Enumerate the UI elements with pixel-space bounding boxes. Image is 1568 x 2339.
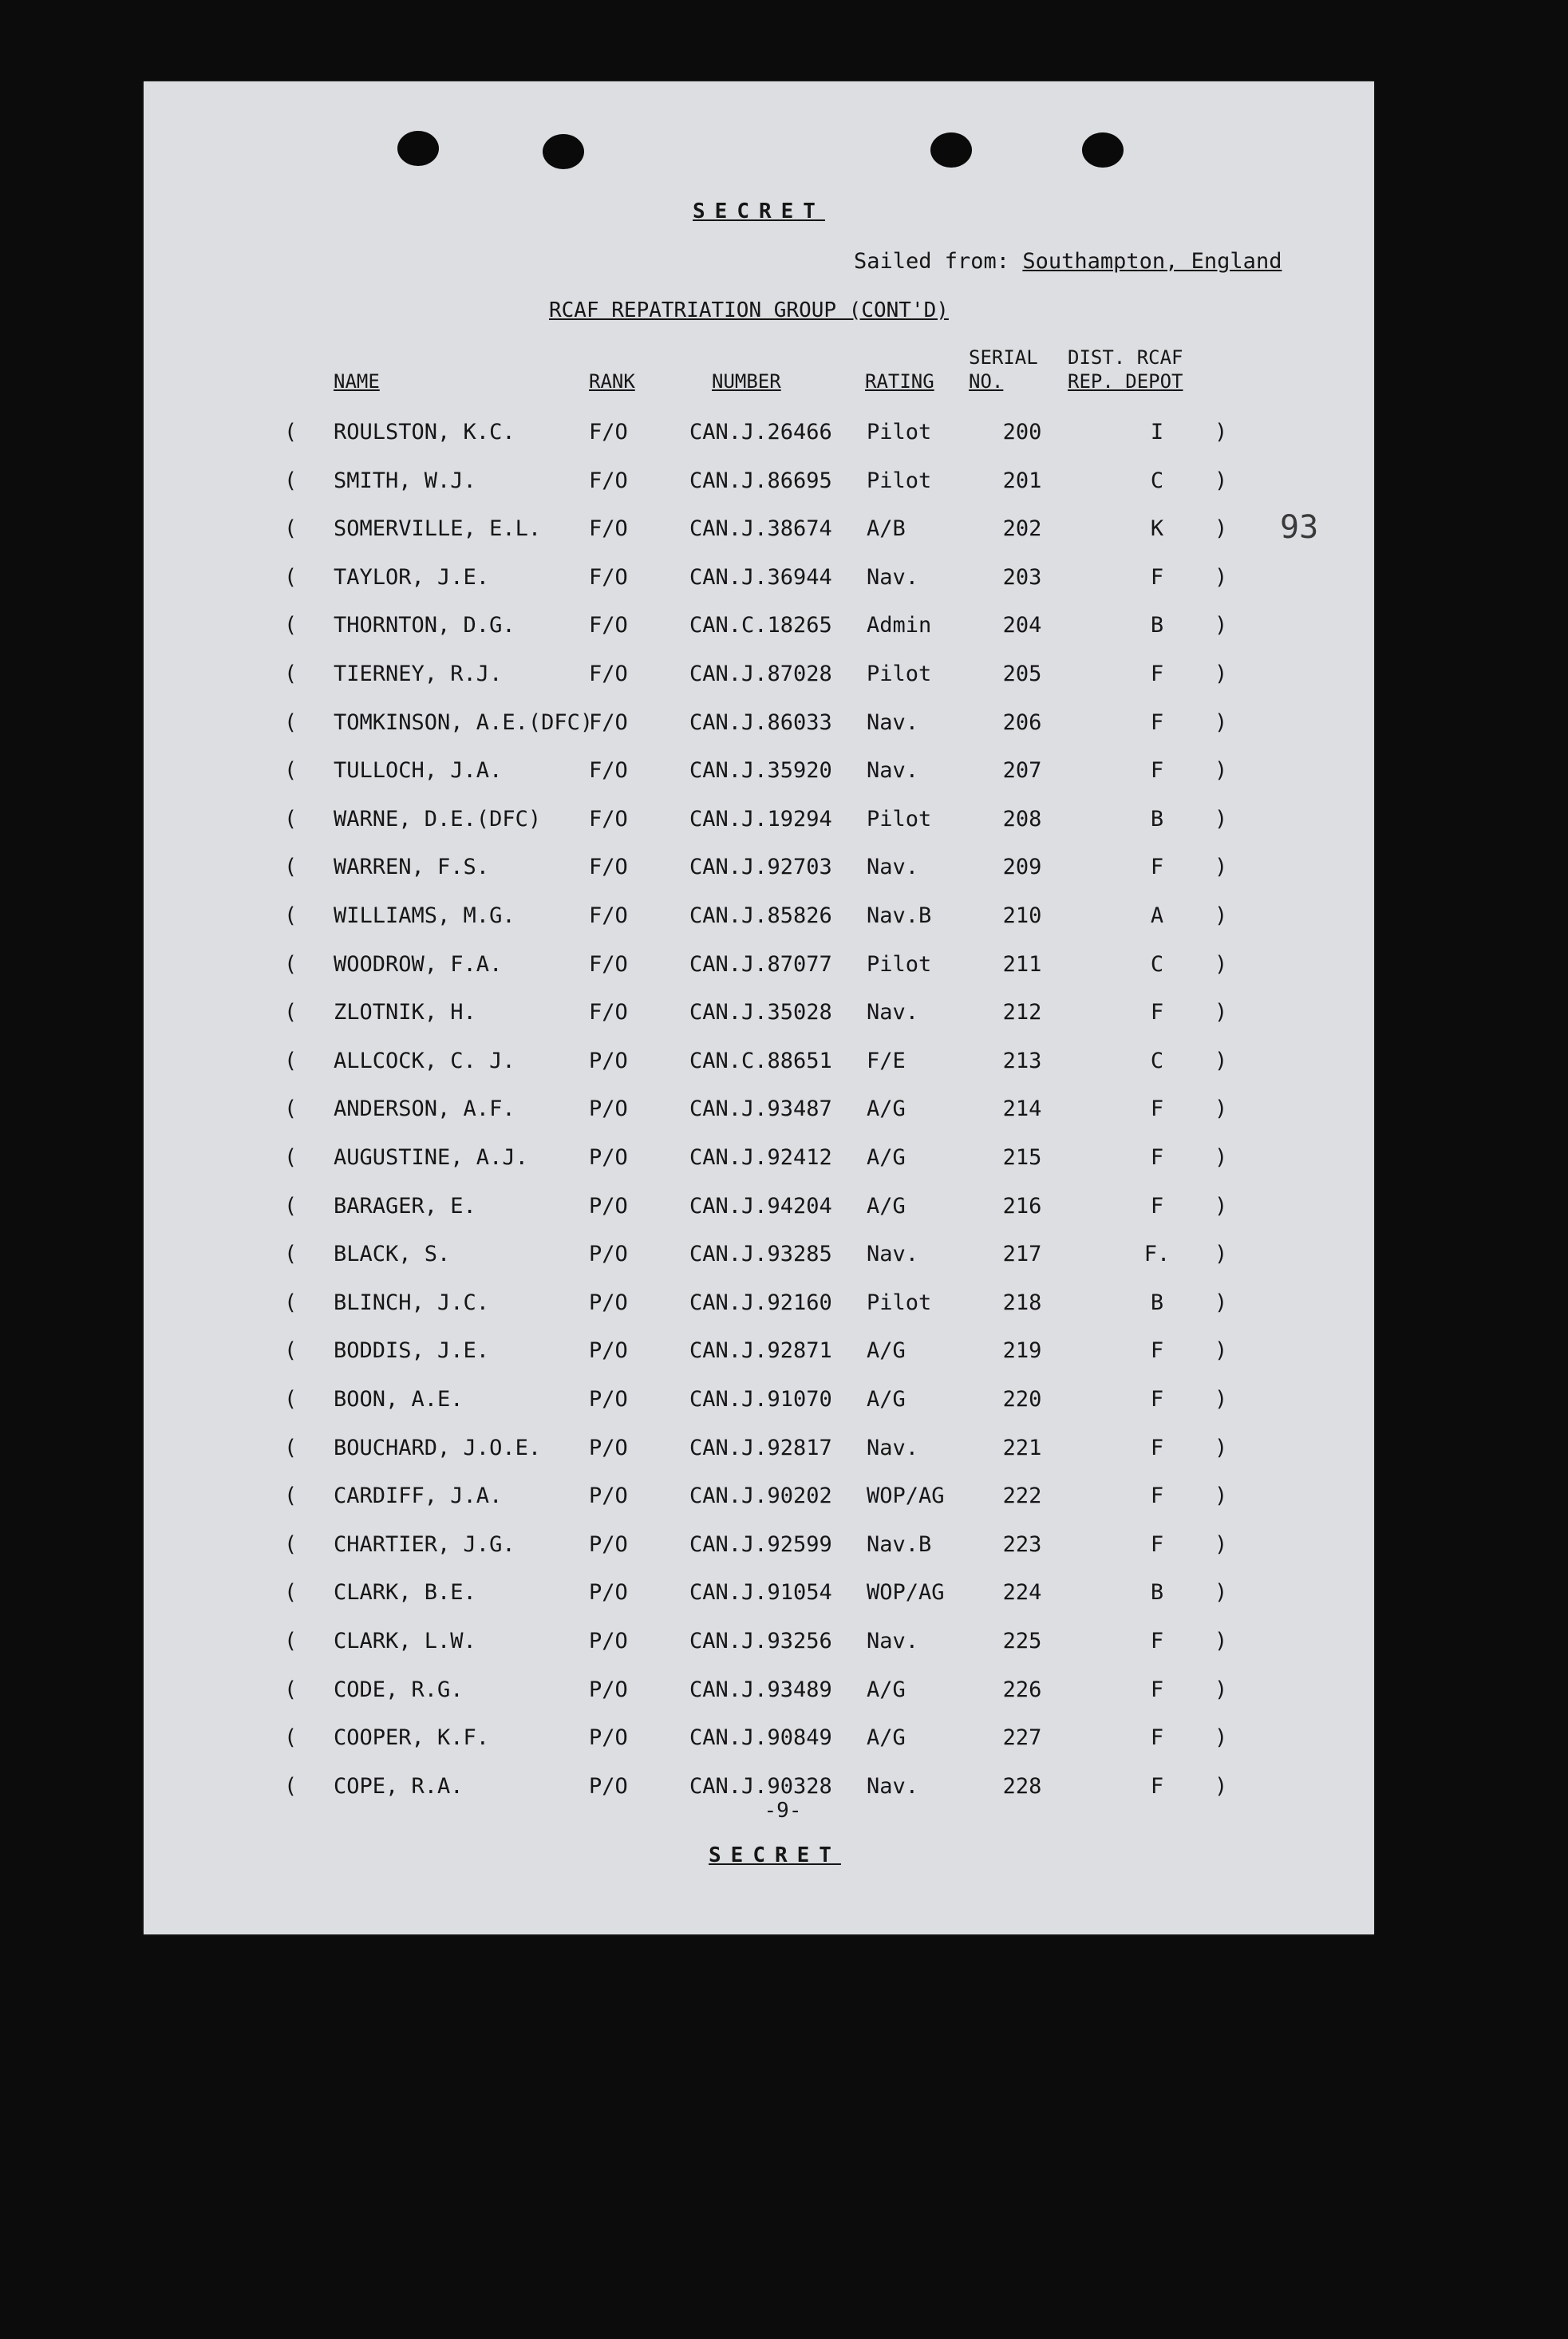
rating-cell: Nav. [867,1773,919,1799]
close-bracket: ) [1215,903,1228,928]
name-cell: BOUCHARD, J.O.E. [334,1435,542,1460]
rank-cell: P/O [589,1145,628,1170]
close-bracket: ) [1215,420,1228,444]
serial-cell: 219 [1002,1338,1042,1364]
rating-cell: Nav. [867,758,919,784]
number-cell: CAN.J.90328 [689,1773,832,1799]
rank-cell: F/O [589,951,628,977]
secret-header: SECRET [693,200,825,223]
open-bracket: ( [284,1387,298,1412]
number-cell: CAN.J.92871 [689,1338,832,1364]
rating-cell: WOP/AG [867,1580,945,1606]
serial-cell: 212 [1002,1000,1042,1025]
number-cell: CAN.J.92599 [689,1531,832,1557]
depot-cell: C [1150,1048,1164,1073]
close-bracket: ) [1215,1580,1228,1606]
rank-cell: P/O [589,1193,628,1219]
rank-cell: P/O [589,1629,628,1653]
rank-cell: F/O [589,855,628,880]
open-bracket: ( [284,1000,298,1025]
open-bracket: ( [284,613,298,638]
open-bracket: ( [284,1435,298,1460]
rating-cell: A/G [867,1387,906,1412]
sailed-from-line [854,249,1282,274]
serial-cell: 214 [1002,1096,1042,1122]
serial-cell: 221 [1002,1435,1042,1460]
rating-cell: Nav.B [867,903,932,928]
open-bracket: ( [284,1531,298,1557]
serial-cell: 224 [1002,1580,1042,1606]
name-cell: ROULSTON, K.C. [334,420,515,444]
table-row [144,613,1374,661]
rank-cell: F/O [589,709,628,735]
depot-cell: F [1150,1096,1164,1122]
rank-cell: P/O [589,1338,628,1364]
name-cell: TULLOCH, J.A. [334,758,503,784]
number-cell: CAN.J.90849 [689,1725,832,1751]
name-cell: AUGUSTINE, A.J. [334,1145,528,1170]
close-bracket: ) [1215,1531,1228,1557]
serial-cell: 206 [1002,709,1042,735]
table-row [144,1436,1374,1484]
punch-hole [1082,132,1124,168]
depot-cell: C [1150,951,1164,977]
serial-cell: 222 [1002,1484,1042,1509]
number-cell: CAN.J.35028 [689,1000,832,1025]
column-header-serial-line1: SERIAL [969,346,1038,369]
rank-cell: F/O [589,613,628,638]
rank-cell: F/O [589,420,628,444]
table-row [144,1629,1374,1677]
name-cell: COOPER, K.F. [334,1725,490,1751]
serial-cell: 209 [1002,855,1042,880]
name-cell: SMITH, W.J. [334,468,476,493]
table-row [144,662,1374,709]
table-row [144,1484,1374,1531]
number-cell: CAN.J.92817 [689,1435,832,1460]
table-row [144,1096,1374,1144]
open-bracket: ( [284,806,298,832]
depot-cell: F [1150,1725,1164,1751]
close-bracket: ) [1215,1725,1228,1751]
depot-cell: F [1150,1000,1164,1025]
number-cell: CAN.J.94204 [689,1193,832,1219]
rating-cell: A/G [867,1193,906,1219]
depot-cell: F [1150,1484,1164,1509]
rating-cell: Nav. [867,1435,919,1460]
depot-cell: F [1150,1193,1164,1219]
open-bracket: ( [284,903,298,928]
depot-cell: C [1150,468,1164,493]
number-cell: CAN.J.93285 [689,1242,832,1267]
rank-cell: F/O [589,903,628,928]
open-bracket: ( [284,1048,298,1073]
table-row [144,1145,1374,1193]
serial-cell: 201 [1002,468,1042,493]
close-bracket: ) [1215,1242,1228,1267]
name-cell: BLINCH, J.C. [334,1290,490,1315]
number-cell: CAN.J.92412 [689,1145,832,1170]
open-bracket: ( [284,1290,298,1315]
rating-cell: Pilot [867,468,932,493]
rank-cell: P/O [589,1484,628,1509]
name-cell: ALLCOCK, C. J. [334,1048,515,1073]
rank-cell: F/O [589,516,628,542]
close-bracket: ) [1215,468,1228,493]
open-bracket: ( [284,468,298,493]
depot-cell: F [1150,1629,1164,1653]
column-header-depot-line2: REP. DEPOT [1068,370,1183,393]
punch-hole [930,132,972,168]
rating-cell: Pilot [867,420,932,444]
rating-cell: Nav. [867,1242,919,1267]
open-bracket: ( [284,758,298,784]
serial-cell: 203 [1002,564,1042,590]
table-row [144,1194,1374,1242]
serial-cell: 205 [1002,662,1042,686]
rating-cell: Pilot [867,1290,932,1315]
open-bracket: ( [284,1242,298,1267]
serial-cell: 223 [1002,1531,1042,1557]
rating-cell: Pilot [867,806,932,832]
number-cell: CAN.J.92703 [689,855,832,880]
table-row [144,807,1374,855]
name-cell: CODE, R.G. [334,1677,464,1702]
number-cell: CAN.J.85826 [689,903,832,928]
number-cell: CAN.J.91070 [689,1387,832,1412]
number-cell: CAN.J.91054 [689,1580,832,1606]
rank-cell: P/O [589,1096,628,1122]
close-bracket: ) [1215,1629,1228,1653]
depot-cell: F [1150,1677,1164,1702]
rank-cell: F/O [589,1000,628,1025]
number-cell: CAN.J.87077 [689,951,832,977]
margin-page-number: 93 [1280,509,1319,546]
close-bracket: ) [1215,564,1228,590]
rating-cell: A/G [867,1725,906,1751]
name-cell: WILLIAMS, M.G. [334,903,515,928]
sailed-place: Southampton, England [1022,249,1282,274]
serial-cell: 200 [1002,420,1042,444]
depot-cell: F [1150,564,1164,590]
number-cell: CAN.J.38674 [689,516,832,542]
rating-cell: A/G [867,1145,906,1170]
number-cell: CAN.J.92160 [689,1290,832,1315]
open-bracket: ( [284,516,298,542]
document-page [144,81,1374,1934]
depot-cell: B [1150,1290,1164,1315]
depot-cell: F [1150,1387,1164,1412]
close-bracket: ) [1215,709,1228,735]
close-bracket: ) [1215,1677,1228,1702]
depot-cell: F [1150,1531,1164,1557]
serial-cell: 210 [1002,903,1042,928]
open-bracket: ( [284,709,298,735]
number-cell: CAN.J.19294 [689,806,832,832]
open-bracket: ( [284,420,298,444]
depot-cell: B [1150,1580,1164,1606]
close-bracket: ) [1215,1193,1228,1219]
rank-cell: P/O [589,1048,628,1073]
rating-cell: A/G [867,1338,906,1364]
close-bracket: ) [1215,1145,1228,1170]
serial-cell: 217 [1002,1242,1042,1267]
serial-cell: 225 [1002,1629,1042,1653]
rating-cell: Nav. [867,1000,919,1025]
rating-cell: Nav.B [867,1531,932,1557]
name-cell: SOMERVILLE, E.L. [334,516,542,542]
open-bracket: ( [284,1338,298,1364]
serial-cell: 202 [1002,516,1042,542]
column-header-rank: RANK [589,370,635,393]
depot-cell: F [1150,662,1164,686]
name-cell: BLACK, S. [334,1242,451,1267]
column-header-rating: RATING [865,370,934,393]
depot-cell: F [1150,758,1164,784]
rating-cell: A/G [867,1677,906,1702]
depot-cell: F. [1143,1242,1171,1267]
close-bracket: ) [1215,1048,1228,1073]
number-cell: CAN.C.18265 [689,613,832,638]
open-bracket: ( [284,564,298,590]
close-bracket: ) [1215,1387,1228,1412]
number-cell: CAN.J.93489 [689,1677,832,1702]
serial-cell: 215 [1002,1145,1042,1170]
rank-cell: F/O [589,662,628,686]
depot-cell: F [1150,1773,1164,1799]
serial-cell: 220 [1002,1387,1042,1412]
name-cell: CHARTIER, J.G. [334,1531,515,1557]
close-bracket: ) [1215,516,1228,542]
name-cell: ZLOTNIK, H. [334,1000,476,1025]
close-bracket: ) [1215,662,1228,686]
depot-cell: F [1150,1338,1164,1364]
rank-cell: P/O [589,1725,628,1751]
depot-cell: I [1150,420,1164,444]
rank-cell: P/O [589,1773,628,1799]
name-cell: CLARK, B.E. [334,1580,476,1606]
rating-cell: A/G [867,1096,906,1122]
number-cell: CAN.J.87028 [689,662,832,686]
name-cell: WARREN, F.S. [334,855,490,880]
close-bracket: ) [1215,1773,1228,1799]
group-title: RCAF REPATRIATION GROUP (CONT'D) [549,298,949,322]
table-row [144,1290,1374,1338]
table-row [144,516,1374,564]
column-header-serial-line2: NO. [969,370,1004,393]
table-row [144,1000,1374,1048]
depot-cell: F [1150,1145,1164,1170]
number-cell: CAN.J.86033 [689,709,832,735]
open-bracket: ( [284,1629,298,1653]
rank-cell: F/O [589,468,628,493]
number-cell: CAN.J.86695 [689,468,832,493]
close-bracket: ) [1215,613,1228,638]
name-cell: ANDERSON, A.F. [334,1096,515,1122]
close-bracket: ) [1215,1484,1228,1509]
rank-cell: P/O [589,1580,628,1606]
name-cell: THORNTON, D.G. [334,613,515,638]
name-cell: COPE, R.A. [334,1773,464,1799]
close-bracket: ) [1215,1338,1228,1364]
number-cell: CAN.J.93487 [689,1096,832,1122]
depot-cell: A [1150,903,1164,928]
open-bracket: ( [284,1580,298,1606]
table-row [144,1338,1374,1386]
rank-cell: F/O [589,806,628,832]
rating-cell: Nav. [867,855,919,880]
page-number: -9- [764,1799,802,1823]
rank-cell: P/O [589,1677,628,1702]
serial-cell: 228 [1002,1773,1042,1799]
table-row [144,758,1374,806]
rank-cell: F/O [589,564,628,590]
open-bracket: ( [284,1773,298,1799]
close-bracket: ) [1215,758,1228,784]
table-row [144,1242,1374,1290]
number-cell: CAN.J.93256 [689,1629,832,1653]
rank-cell: P/O [589,1435,628,1460]
name-cell: CARDIFF, J.A. [334,1484,503,1509]
rating-cell: Nav. [867,709,919,735]
table-row [144,1580,1374,1628]
close-bracket: ) [1215,1000,1228,1025]
table-row [144,1677,1374,1725]
serial-cell: 211 [1002,951,1042,977]
rank-cell: P/O [589,1387,628,1412]
table-row [144,1387,1374,1435]
rating-cell: Pilot [867,662,932,686]
close-bracket: ) [1215,1096,1228,1122]
depot-cell: F [1150,709,1164,735]
punch-hole [397,131,439,166]
number-cell: CAN.J.36944 [689,564,832,590]
name-cell: BOON, A.E. [334,1387,464,1412]
punch-hole [543,134,584,169]
number-cell: CAN.J.26466 [689,420,832,444]
secret-footer: SECRET [709,1843,841,1867]
column-header-name: NAME [334,370,380,393]
rating-cell: Admin [867,613,932,638]
table-row [144,420,1374,468]
open-bracket: ( [284,951,298,977]
column-header-number: NUMBER [712,370,781,393]
rank-cell: P/O [589,1242,628,1267]
open-bracket: ( [284,1193,298,1219]
name-cell: BODDIS, J.E. [334,1338,490,1364]
name-cell: TAYLOR, J.E. [334,564,490,590]
name-cell: TIERNEY, R.J. [334,662,503,686]
sailed-label: Sailed from: [854,249,1010,274]
depot-cell: F [1150,855,1164,880]
depot-cell: F [1150,1435,1164,1460]
open-bracket: ( [284,1725,298,1751]
serial-cell: 213 [1002,1048,1042,1073]
table-row [144,1049,1374,1096]
serial-cell: 216 [1002,1193,1042,1219]
open-bracket: ( [284,1484,298,1509]
depot-cell: B [1150,613,1164,638]
close-bracket: ) [1215,951,1228,977]
name-cell: WARNE, D.E.(DFC) [334,806,542,832]
close-bracket: ) [1215,1435,1228,1460]
table-row [144,855,1374,903]
rating-cell: Nav. [867,564,919,590]
number-cell: CAN.J.90202 [689,1484,832,1509]
name-cell: WOODROW, F.A. [334,951,503,977]
close-bracket: ) [1215,1290,1228,1315]
depot-cell: K [1150,516,1164,542]
rating-cell: Nav. [867,1629,919,1653]
column-header-depot-line1: DIST. RCAF [1068,346,1183,369]
close-bracket: ) [1215,806,1228,832]
name-cell: CLARK, L.W. [334,1629,476,1653]
rating-cell: WOP/AG [867,1484,945,1509]
serial-cell: 204 [1002,613,1042,638]
rank-cell: P/O [589,1290,628,1315]
table-row [144,1725,1374,1773]
serial-cell: 226 [1002,1677,1042,1702]
serial-cell: 218 [1002,1290,1042,1315]
serial-cell: 208 [1002,806,1042,832]
table-row [144,952,1374,1000]
serial-cell: 207 [1002,758,1042,784]
open-bracket: ( [284,1096,298,1122]
open-bracket: ( [284,855,298,880]
name-cell: BARAGER, E. [334,1193,476,1219]
table-row [144,468,1374,516]
close-bracket: ) [1215,855,1228,880]
number-cell: CAN.C.88651 [689,1048,832,1073]
table-row [144,565,1374,613]
rating-cell: Pilot [867,951,932,977]
table-row [144,710,1374,758]
rating-cell: A/B [867,516,906,542]
rank-cell: P/O [589,1531,628,1557]
open-bracket: ( [284,662,298,686]
name-cell: TOMKINSON, A.E.(DFC) [334,709,594,735]
rank-cell: F/O [589,758,628,784]
number-cell: CAN.J.35920 [689,758,832,784]
open-bracket: ( [284,1145,298,1170]
open-bracket: ( [284,1677,298,1702]
rating-cell: F/E [867,1048,906,1073]
serial-cell: 227 [1002,1725,1042,1751]
table-row [144,903,1374,951]
depot-cell: B [1150,806,1164,832]
table-row [144,1532,1374,1580]
